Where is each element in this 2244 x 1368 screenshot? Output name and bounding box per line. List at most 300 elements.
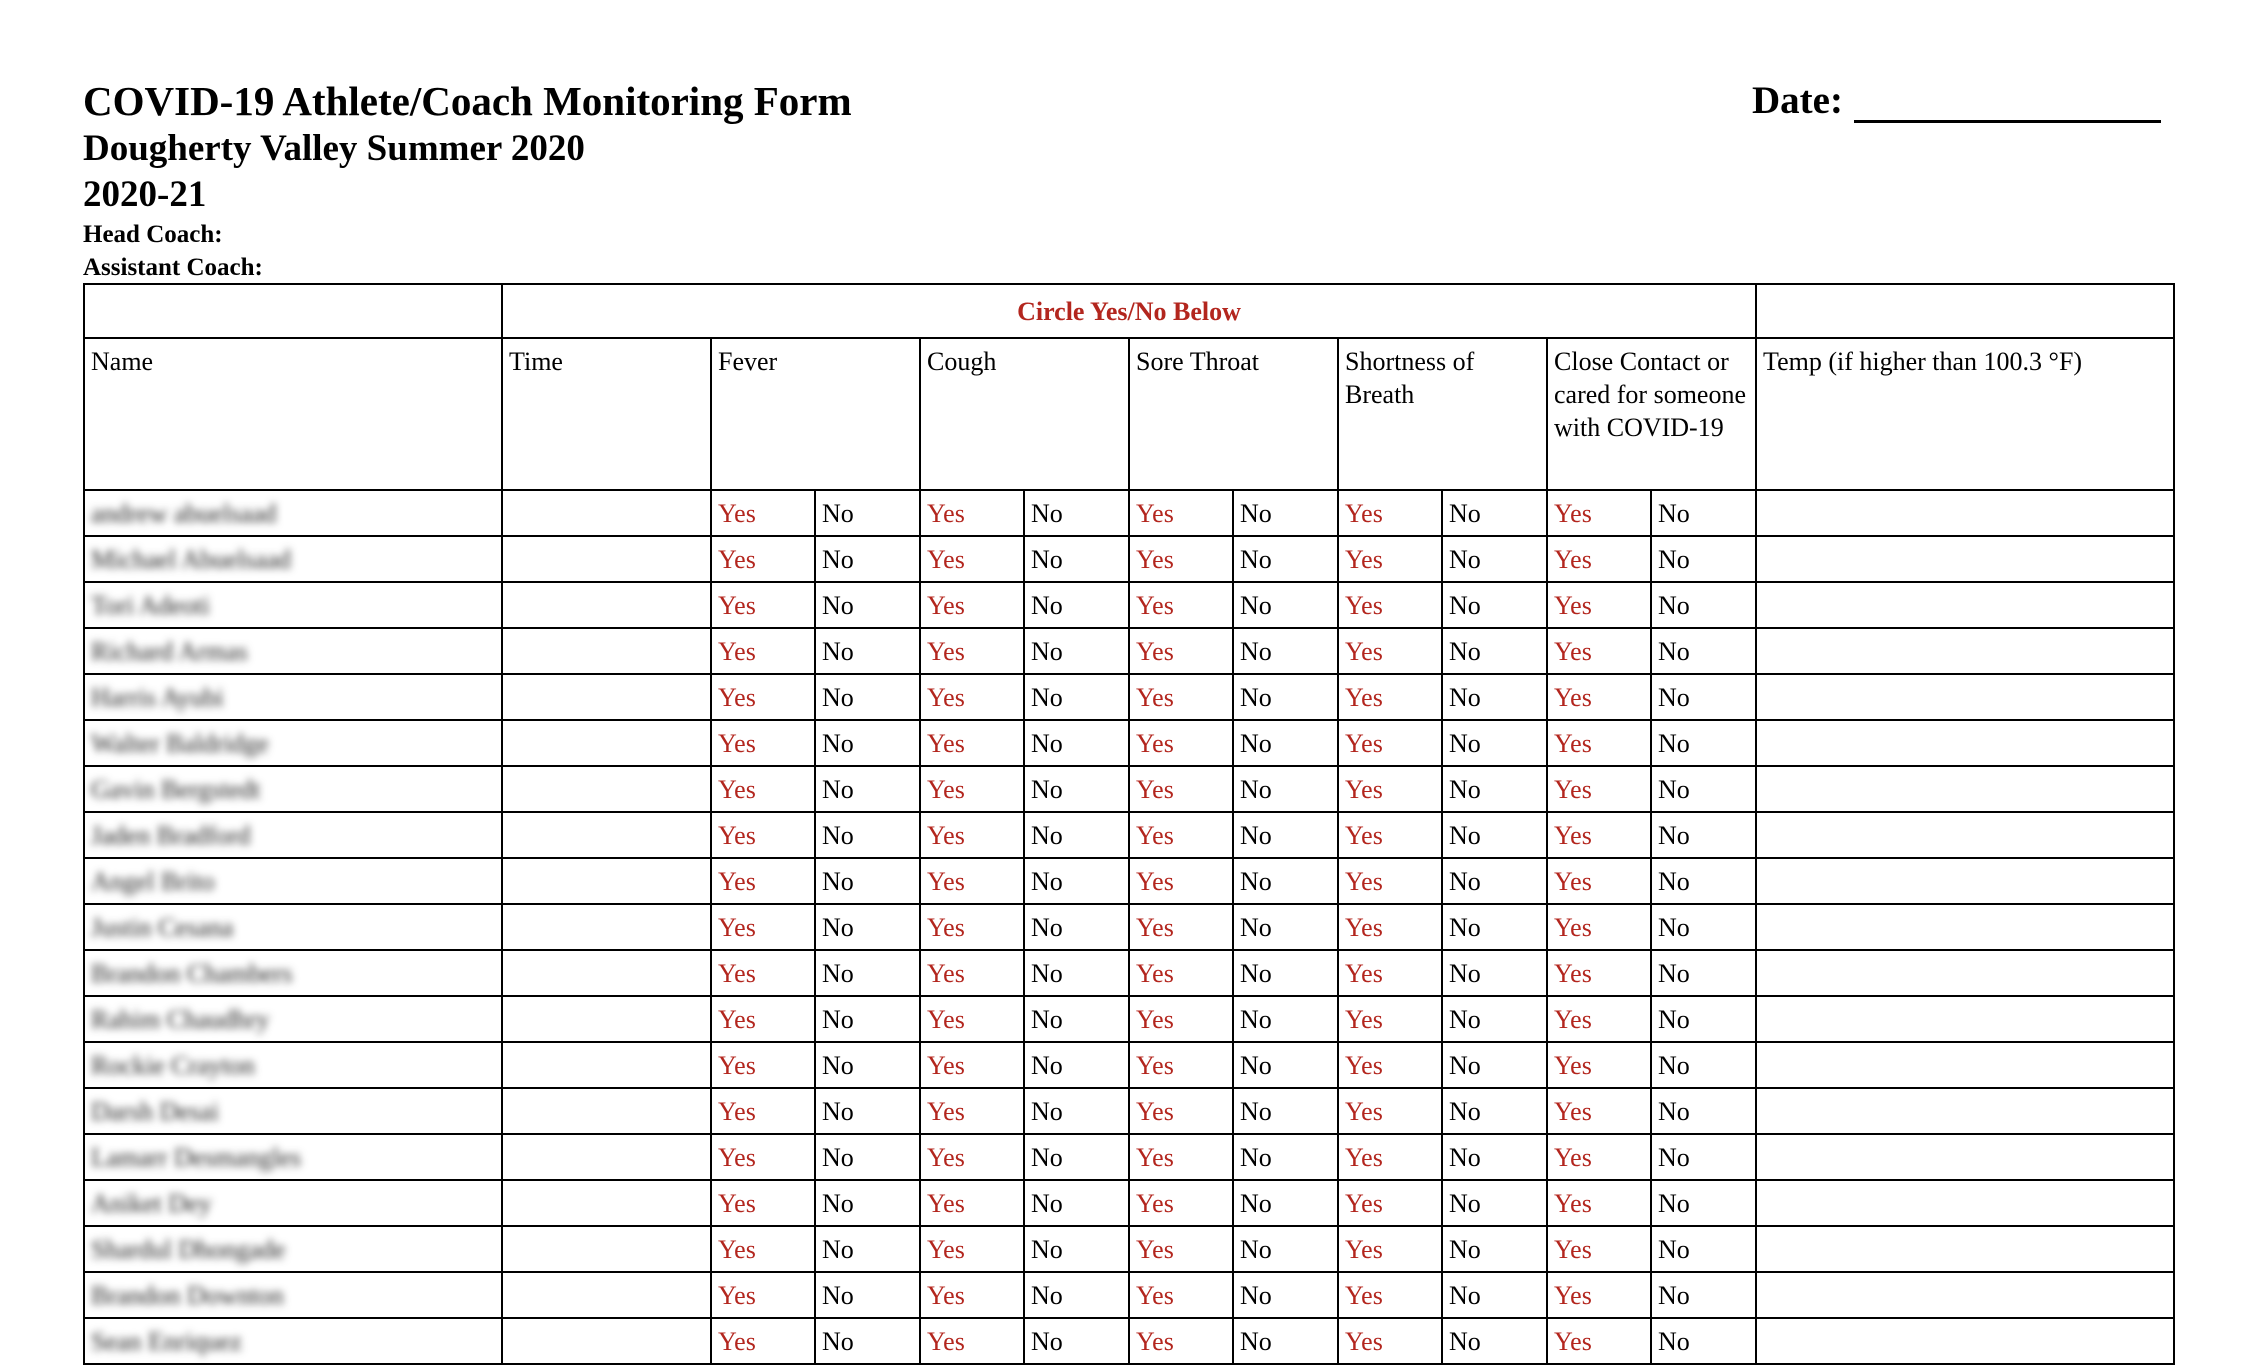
- cough-no-option[interactable]: No: [1024, 1272, 1129, 1318]
- monitoring-table: [83, 283, 2175, 1365]
- cough-no-option[interactable]: No: [1024, 628, 1129, 674]
- temp-cell[interactable]: [1756, 904, 2174, 950]
- name-cell: [84, 1226, 502, 1272]
- close-contact-no-option[interactable]: No: [1651, 582, 1756, 628]
- shortness-of-breath-yes-option[interactable]: Yes: [1338, 904, 1442, 950]
- close-contact-no-option[interactable]: No: [1651, 1318, 1756, 1364]
- close-contact-yes-option[interactable]: Yes: [1547, 766, 1651, 812]
- temp-cell[interactable]: [1756, 996, 2174, 1042]
- shortness-of-breath-no-option[interactable]: No: [1442, 1226, 1547, 1272]
- fever-yes-option[interactable]: Yes: [711, 904, 815, 950]
- table-row: [84, 1318, 2174, 1364]
- sore-throat-yes-option[interactable]: Yes: [1129, 1088, 1233, 1134]
- sore-throat-yes-option[interactable]: Yes: [1129, 1180, 1233, 1226]
- close-contact-yes-option[interactable]: Yes: [1547, 812, 1651, 858]
- sore-throat-no-option[interactable]: No: [1233, 996, 1338, 1042]
- sore-throat-no-option[interactable]: No: [1233, 674, 1338, 720]
- cough-no-option[interactable]: No: [1024, 1180, 1129, 1226]
- time-cell[interactable]: [502, 996, 711, 1042]
- name-cell: [84, 536, 502, 582]
- shortness-of-breath-no-option[interactable]: No: [1442, 812, 1547, 858]
- cough-yes-option[interactable]: Yes: [920, 1180, 1024, 1226]
- cough-no-option[interactable]: No: [1024, 536, 1129, 582]
- table-row: [84, 628, 2174, 674]
- name-cell: [84, 1272, 502, 1318]
- cough-yes-option[interactable]: Yes: [920, 904, 1024, 950]
- sore-throat-yes-option[interactable]: Yes: [1129, 628, 1233, 674]
- sore-throat-yes-option[interactable]: Yes: [1129, 1318, 1233, 1364]
- name-cell: [84, 1088, 502, 1134]
- close-contact-no-option[interactable]: No: [1651, 628, 1756, 674]
- name-cell: [84, 950, 502, 996]
- blank-cell: [1756, 284, 2174, 338]
- cough-no-option[interactable]: No: [1024, 996, 1129, 1042]
- cough-yes-option[interactable]: Yes: [920, 950, 1024, 996]
- table-row: [84, 1088, 2174, 1134]
- name-cell: [84, 1318, 502, 1364]
- sore-throat-no-option[interactable]: No: [1233, 490, 1338, 536]
- table-row: [84, 950, 2174, 996]
- athlete-name: Harris Ayubi: [91, 682, 224, 712]
- time-cell[interactable]: [502, 582, 711, 628]
- cough-yes-option[interactable]: Yes: [920, 720, 1024, 766]
- temp-cell[interactable]: [1756, 628, 2174, 674]
- sore-throat-no-option[interactable]: No: [1233, 904, 1338, 950]
- shortness-of-breath-no-option[interactable]: No: [1442, 490, 1547, 536]
- cough-yes-option[interactable]: Yes: [920, 766, 1024, 812]
- cough-yes-option[interactable]: Yes: [920, 858, 1024, 904]
- athlete-name: Brandon Chambers: [91, 958, 293, 988]
- close-contact-yes-option[interactable]: Yes: [1547, 1134, 1651, 1180]
- sore-throat-no-option[interactable]: No: [1233, 1134, 1338, 1180]
- table-row: [84, 582, 2174, 628]
- fever-yes-option[interactable]: Yes: [711, 812, 815, 858]
- col-shortness-of-breath: Shortness of Breath: [1338, 338, 1547, 490]
- temp-cell[interactable]: [1756, 490, 2174, 536]
- time-cell[interactable]: [502, 720, 711, 766]
- table-row: [84, 536, 2174, 582]
- fever-yes-option[interactable]: Yes: [711, 674, 815, 720]
- close-contact-no-option[interactable]: No: [1651, 1042, 1756, 1088]
- name-cell: [84, 582, 502, 628]
- shortness-of-breath-yes-option[interactable]: Yes: [1338, 720, 1442, 766]
- close-contact-yes-option[interactable]: Yes: [1547, 1088, 1651, 1134]
- fever-yes-option[interactable]: Yes: [711, 766, 815, 812]
- sore-throat-no-option[interactable]: No: [1233, 628, 1338, 674]
- shortness-of-breath-yes-option[interactable]: Yes: [1338, 858, 1442, 904]
- name-cell: [84, 858, 502, 904]
- name-cell: [84, 904, 502, 950]
- shortness-of-breath-yes-option[interactable]: Yes: [1338, 766, 1442, 812]
- sore-throat-yes-option[interactable]: Yes: [1129, 536, 1233, 582]
- close-contact-no-option[interactable]: No: [1651, 812, 1756, 858]
- shortness-of-breath-no-option[interactable]: No: [1442, 1318, 1547, 1364]
- col-sore-throat: Sore Throat: [1129, 338, 1338, 490]
- table-row: [84, 1042, 2174, 1088]
- close-contact-no-option[interactable]: No: [1651, 490, 1756, 536]
- athlete-name: Darsh Desai: [91, 1096, 219, 1126]
- fever-yes-option[interactable]: Yes: [711, 950, 815, 996]
- temp-cell[interactable]: [1756, 858, 2174, 904]
- fever-yes-option[interactable]: Yes: [711, 1180, 815, 1226]
- athlete-name: Rahim Chaudhry: [91, 1004, 270, 1034]
- cough-no-option[interactable]: No: [1024, 1042, 1129, 1088]
- sore-throat-yes-option[interactable]: Yes: [1129, 1134, 1233, 1180]
- shortness-of-breath-yes-option[interactable]: Yes: [1338, 1134, 1442, 1180]
- shortness-of-breath-yes-option[interactable]: Yes: [1338, 1042, 1442, 1088]
- shortness-of-breath-no-option[interactable]: No: [1442, 996, 1547, 1042]
- close-contact-yes-option[interactable]: Yes: [1547, 1272, 1651, 1318]
- fever-yes-option[interactable]: Yes: [711, 720, 815, 766]
- time-cell[interactable]: [502, 904, 711, 950]
- close-contact-no-option[interactable]: No: [1651, 858, 1756, 904]
- table-row: [84, 812, 2174, 858]
- shortness-of-breath-no-option[interactable]: No: [1442, 1042, 1547, 1088]
- fever-no-option[interactable]: No: [815, 1180, 920, 1226]
- close-contact-yes-option[interactable]: Yes: [1547, 1226, 1651, 1272]
- fever-no-option[interactable]: No: [815, 904, 920, 950]
- close-contact-yes-option[interactable]: Yes: [1547, 996, 1651, 1042]
- close-contact-yes-option[interactable]: Yes: [1547, 858, 1651, 904]
- fever-no-option[interactable]: No: [815, 720, 920, 766]
- close-contact-yes-option[interactable]: Yes: [1547, 904, 1651, 950]
- shortness-of-breath-no-option[interactable]: No: [1442, 766, 1547, 812]
- form-subtitle: Dougherty Valley Summer 2020: [83, 128, 585, 169]
- close-contact-no-option[interactable]: No: [1651, 536, 1756, 582]
- close-contact-yes-option[interactable]: Yes: [1547, 950, 1651, 996]
- table-row: [84, 674, 2174, 720]
- athlete-name: andrew abuelsaad: [91, 498, 277, 528]
- shortness-of-breath-yes-option[interactable]: Yes: [1338, 812, 1442, 858]
- shortness-of-breath-no-option[interactable]: No: [1442, 858, 1547, 904]
- fever-no-option[interactable]: No: [815, 1042, 920, 1088]
- form-year: 2020-21: [83, 174, 207, 215]
- close-contact-yes-option[interactable]: Yes: [1547, 490, 1651, 536]
- name-cell: [84, 812, 502, 858]
- shortness-of-breath-yes-option[interactable]: Yes: [1338, 1272, 1442, 1318]
- cough-yes-option[interactable]: Yes: [920, 1272, 1024, 1318]
- fever-yes-option[interactable]: Yes: [711, 1088, 815, 1134]
- table-row: [84, 766, 2174, 812]
- cough-no-option[interactable]: No: [1024, 1134, 1129, 1180]
- sore-throat-yes-option[interactable]: Yes: [1129, 766, 1233, 812]
- cough-no-option[interactable]: No: [1024, 1318, 1129, 1364]
- time-cell[interactable]: [502, 1180, 711, 1226]
- cough-no-option[interactable]: No: [1024, 674, 1129, 720]
- shortness-of-breath-yes-option[interactable]: Yes: [1338, 536, 1442, 582]
- close-contact-no-option[interactable]: No: [1651, 904, 1756, 950]
- fever-no-option[interactable]: No: [815, 628, 920, 674]
- cough-no-option[interactable]: No: [1024, 490, 1129, 536]
- shortness-of-breath-no-option[interactable]: No: [1442, 628, 1547, 674]
- fever-yes-option[interactable]: Yes: [711, 858, 815, 904]
- fever-yes-option[interactable]: Yes: [711, 490, 815, 536]
- fever-no-option[interactable]: No: [815, 996, 920, 1042]
- table-row: [84, 996, 2174, 1042]
- sore-throat-yes-option[interactable]: Yes: [1129, 858, 1233, 904]
- close-contact-no-option[interactable]: No: [1651, 1088, 1756, 1134]
- table-row: [84, 490, 2174, 536]
- time-cell[interactable]: [502, 1318, 711, 1364]
- close-contact-no-option[interactable]: No: [1651, 674, 1756, 720]
- shortness-of-breath-no-option[interactable]: No: [1442, 674, 1547, 720]
- time-cell[interactable]: [502, 812, 711, 858]
- close-contact-yes-option[interactable]: Yes: [1547, 1042, 1651, 1088]
- fever-yes-option[interactable]: Yes: [711, 628, 815, 674]
- sore-throat-no-option[interactable]: No: [1233, 1088, 1338, 1134]
- close-contact-no-option[interactable]: No: [1651, 720, 1756, 766]
- close-contact-yes-option[interactable]: Yes: [1547, 1318, 1651, 1364]
- fever-yes-option[interactable]: Yes: [711, 1272, 815, 1318]
- fever-yes-option[interactable]: Yes: [711, 1042, 815, 1088]
- sore-throat-yes-option[interactable]: Yes: [1129, 582, 1233, 628]
- name-cell: [84, 766, 502, 812]
- form-title: COVID-19 Athlete/Coach Monitoring Form: [83, 78, 852, 124]
- cough-no-option[interactable]: No: [1024, 950, 1129, 996]
- close-contact-no-option[interactable]: No: [1651, 950, 1756, 996]
- sore-throat-no-option[interactable]: No: [1233, 766, 1338, 812]
- sore-throat-no-option[interactable]: No: [1233, 858, 1338, 904]
- col-name: Name: [84, 338, 502, 490]
- fever-yes-option[interactable]: Yes: [711, 1226, 815, 1272]
- assistant-coach-label: Assistant Coach:: [83, 254, 263, 281]
- athlete-name: Lamarr Desmangles: [91, 1142, 302, 1172]
- cough-yes-option[interactable]: Yes: [920, 1134, 1024, 1180]
- time-cell[interactable]: [502, 1226, 711, 1272]
- close-contact-no-option[interactable]: No: [1651, 766, 1756, 812]
- sore-throat-no-option[interactable]: No: [1233, 720, 1338, 766]
- sore-throat-no-option[interactable]: No: [1233, 812, 1338, 858]
- sore-throat-no-option[interactable]: No: [1233, 1042, 1338, 1088]
- cough-yes-option[interactable]: Yes: [920, 582, 1024, 628]
- cough-yes-option[interactable]: Yes: [920, 812, 1024, 858]
- temp-cell[interactable]: [1756, 582, 2174, 628]
- table-row: [84, 1180, 2174, 1226]
- shortness-of-breath-yes-option[interactable]: Yes: [1338, 628, 1442, 674]
- shortness-of-breath-no-option[interactable]: No: [1442, 904, 1547, 950]
- sore-throat-yes-option[interactable]: Yes: [1129, 490, 1233, 536]
- name-cell: [84, 720, 502, 766]
- col-close-contact: Close Contact or cared for someone with COVID-19: [1547, 338, 1756, 490]
- banner-row: [84, 284, 2174, 338]
- fever-no-option[interactable]: No: [815, 858, 920, 904]
- cough-no-option[interactable]: No: [1024, 904, 1129, 950]
- name-cell: [84, 996, 502, 1042]
- head-coach-label: Head Coach:: [83, 221, 223, 248]
- sore-throat-no-option[interactable]: No: [1233, 1318, 1338, 1364]
- fever-no-option[interactable]: No: [815, 1226, 920, 1272]
- table-row: [84, 1134, 2174, 1180]
- sore-throat-yes-option[interactable]: Yes: [1129, 812, 1233, 858]
- temp-cell[interactable]: [1756, 1272, 2174, 1318]
- shortness-of-breath-no-option[interactable]: No: [1442, 1180, 1547, 1226]
- fever-yes-option[interactable]: Yes: [711, 996, 815, 1042]
- sore-throat-no-option[interactable]: No: [1233, 1272, 1338, 1318]
- close-contact-no-option[interactable]: No: [1651, 1180, 1756, 1226]
- fever-yes-option[interactable]: Yes: [711, 582, 815, 628]
- cough-no-option[interactable]: No: [1024, 1088, 1129, 1134]
- close-contact-no-option[interactable]: No: [1651, 1134, 1756, 1180]
- time-cell[interactable]: [502, 950, 711, 996]
- time-cell[interactable]: [502, 766, 711, 812]
- fever-yes-option[interactable]: Yes: [711, 1318, 815, 1364]
- shortness-of-breath-no-option[interactable]: No: [1442, 536, 1547, 582]
- shortness-of-breath-no-option[interactable]: No: [1442, 1134, 1547, 1180]
- athlete-name: Gavin Bergstedt: [91, 774, 261, 804]
- athlete-name: Jaden Bradford: [91, 820, 251, 850]
- shortness-of-breath-yes-option[interactable]: Yes: [1338, 582, 1442, 628]
- fever-no-option[interactable]: No: [815, 674, 920, 720]
- blank-cell: [84, 284, 502, 338]
- fever-no-option[interactable]: No: [815, 536, 920, 582]
- time-cell[interactable]: [502, 1088, 711, 1134]
- close-contact-yes-option[interactable]: Yes: [1547, 720, 1651, 766]
- shortness-of-breath-no-option[interactable]: No: [1442, 1088, 1547, 1134]
- close-contact-no-option[interactable]: No: [1651, 996, 1756, 1042]
- cough-no-option[interactable]: No: [1024, 582, 1129, 628]
- athlete-name: Sean Enriquez: [91, 1326, 242, 1356]
- fever-no-option[interactable]: No: [815, 582, 920, 628]
- time-cell[interactable]: [502, 536, 711, 582]
- close-contact-yes-option[interactable]: Yes: [1547, 674, 1651, 720]
- fever-no-option[interactable]: No: [815, 766, 920, 812]
- time-cell[interactable]: [502, 1042, 711, 1088]
- cough-yes-option[interactable]: Yes: [920, 536, 1024, 582]
- name-cell: [84, 674, 502, 720]
- cough-no-option[interactable]: No: [1024, 766, 1129, 812]
- time-cell[interactable]: [502, 1272, 711, 1318]
- date-field[interactable]: [1854, 120, 2161, 123]
- cough-no-option[interactable]: No: [1024, 720, 1129, 766]
- table-row: [84, 720, 2174, 766]
- time-cell[interactable]: [502, 674, 711, 720]
- sore-throat-no-option[interactable]: No: [1233, 950, 1338, 996]
- name-cell: [84, 1134, 502, 1180]
- temp-cell[interactable]: [1756, 1180, 2174, 1226]
- athlete-name: Michael Abuelsaad: [91, 544, 291, 574]
- time-cell[interactable]: [502, 1134, 711, 1180]
- temp-cell[interactable]: [1756, 1042, 2174, 1088]
- sore-throat-no-option[interactable]: No: [1233, 1180, 1338, 1226]
- sore-throat-no-option[interactable]: No: [1233, 1226, 1338, 1272]
- sore-throat-yes-option[interactable]: Yes: [1129, 1042, 1233, 1088]
- sore-throat-yes-option[interactable]: Yes: [1129, 950, 1233, 996]
- cough-yes-option[interactable]: Yes: [920, 1226, 1024, 1272]
- shortness-of-breath-yes-option[interactable]: Yes: [1338, 950, 1442, 996]
- athlete-name: Brandon Downton: [91, 1280, 284, 1310]
- athlete-name: Angel Brito: [91, 866, 215, 896]
- header-row: [84, 338, 2174, 490]
- fever-no-option[interactable]: No: [815, 950, 920, 996]
- fever-no-option[interactable]: No: [815, 812, 920, 858]
- fever-no-option[interactable]: No: [815, 1272, 920, 1318]
- name-cell: [84, 1180, 502, 1226]
- fever-no-option[interactable]: No: [815, 490, 920, 536]
- temp-cell[interactable]: [1756, 674, 2174, 720]
- temp-cell[interactable]: [1756, 1088, 2174, 1134]
- close-contact-yes-option[interactable]: Yes: [1547, 628, 1651, 674]
- cough-no-option[interactable]: No: [1024, 858, 1129, 904]
- col-temp: Temp (if higher than 100.3 °F): [1756, 338, 2174, 490]
- col-time: Time: [502, 338, 711, 490]
- athlete-name: Richard Armas: [91, 636, 248, 666]
- close-contact-no-option[interactable]: No: [1651, 1272, 1756, 1318]
- cough-yes-option[interactable]: Yes: [920, 628, 1024, 674]
- fever-no-option[interactable]: No: [815, 1134, 920, 1180]
- temp-cell[interactable]: [1756, 950, 2174, 996]
- sore-throat-no-option[interactable]: No: [1233, 536, 1338, 582]
- athlete-name: Aniket Dey: [91, 1188, 212, 1218]
- athlete-name: Walter Baldridge: [91, 728, 269, 758]
- fever-no-option[interactable]: No: [815, 1088, 920, 1134]
- cough-yes-option[interactable]: Yes: [920, 1318, 1024, 1364]
- shortness-of-breath-no-option[interactable]: No: [1442, 1272, 1547, 1318]
- table-row: [84, 858, 2174, 904]
- time-cell[interactable]: [502, 628, 711, 674]
- cough-yes-option[interactable]: Yes: [920, 996, 1024, 1042]
- close-contact-yes-option[interactable]: Yes: [1547, 1180, 1651, 1226]
- temp-cell[interactable]: [1756, 1318, 2174, 1364]
- sore-throat-yes-option[interactable]: Yes: [1129, 904, 1233, 950]
- temp-cell[interactable]: [1756, 766, 2174, 812]
- shortness-of-breath-no-option[interactable]: No: [1442, 720, 1547, 766]
- athlete-name: Shardul Dhongade: [91, 1234, 286, 1264]
- temp-cell[interactable]: [1756, 720, 2174, 766]
- sore-throat-yes-option[interactable]: Yes: [1129, 1272, 1233, 1318]
- cough-no-option[interactable]: No: [1024, 812, 1129, 858]
- time-cell[interactable]: [502, 490, 711, 536]
- shortness-of-breath-yes-option[interactable]: Yes: [1338, 1318, 1442, 1364]
- close-contact-yes-option[interactable]: Yes: [1547, 536, 1651, 582]
- shortness-of-breath-yes-option[interactable]: Yes: [1338, 996, 1442, 1042]
- shortness-of-breath-yes-option[interactable]: Yes: [1338, 1088, 1442, 1134]
- sore-throat-no-option[interactable]: No: [1233, 582, 1338, 628]
- sore-throat-yes-option[interactable]: Yes: [1129, 1226, 1233, 1272]
- table-row: [84, 1226, 2174, 1272]
- cough-no-option[interactable]: No: [1024, 1226, 1129, 1272]
- cough-yes-option[interactable]: Yes: [920, 674, 1024, 720]
- cough-yes-option[interactable]: Yes: [920, 1042, 1024, 1088]
- fever-yes-option[interactable]: Yes: [711, 536, 815, 582]
- sore-throat-yes-option[interactable]: Yes: [1129, 996, 1233, 1042]
- temp-cell[interactable]: [1756, 812, 2174, 858]
- shortness-of-breath-no-option[interactable]: No: [1442, 950, 1547, 996]
- fever-yes-option[interactable]: Yes: [711, 1134, 815, 1180]
- close-contact-no-option[interactable]: No: [1651, 1226, 1756, 1272]
- temp-cell[interactable]: [1756, 1134, 2174, 1180]
- shortness-of-breath-yes-option[interactable]: Yes: [1338, 1226, 1442, 1272]
- shortness-of-breath-yes-option[interactable]: Yes: [1338, 490, 1442, 536]
- temp-cell[interactable]: [1756, 536, 2174, 582]
- shortness-of-breath-yes-option[interactable]: Yes: [1338, 674, 1442, 720]
- athlete-name: Tori Adeoti: [91, 590, 210, 620]
- temp-cell[interactable]: [1756, 1226, 2174, 1272]
- col-fever: Fever: [711, 338, 920, 490]
- close-contact-yes-option[interactable]: Yes: [1547, 582, 1651, 628]
- sore-throat-yes-option[interactable]: Yes: [1129, 720, 1233, 766]
- cough-yes-option[interactable]: Yes: [920, 490, 1024, 536]
- sore-throat-yes-option[interactable]: Yes: [1129, 674, 1233, 720]
- shortness-of-breath-yes-option[interactable]: Yes: [1338, 1180, 1442, 1226]
- shortness-of-breath-no-option[interactable]: No: [1442, 582, 1547, 628]
- table-row: [84, 904, 2174, 950]
- fever-no-option[interactable]: No: [815, 1318, 920, 1364]
- name-cell: [84, 628, 502, 674]
- time-cell[interactable]: [502, 858, 711, 904]
- athlete-name: Justin Cesana: [91, 912, 234, 942]
- cough-yes-option[interactable]: Yes: [920, 1088, 1024, 1134]
- name-cell: [84, 490, 502, 536]
